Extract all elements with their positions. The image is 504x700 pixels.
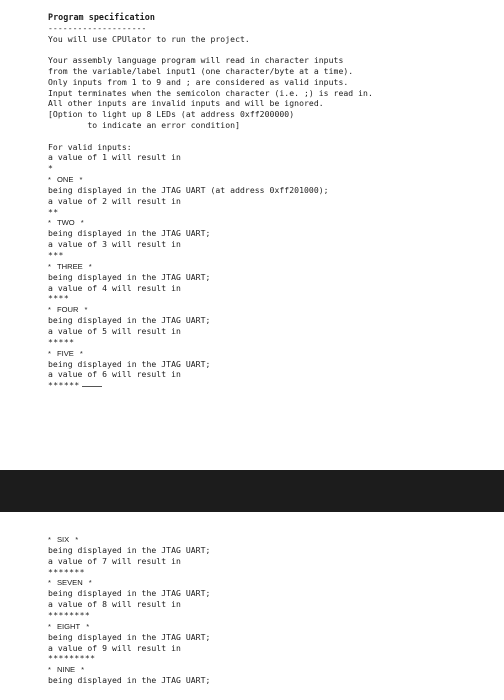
value-line: a value of 2 will result in xyxy=(48,195,181,206)
output-word: * FOUR * xyxy=(48,305,88,315)
specification-text-continued xyxy=(48,534,488,686)
stars-line xyxy=(48,380,488,391)
value-line: a value of 7 will result in xyxy=(48,555,181,566)
output-word: * NINE * xyxy=(48,665,85,675)
output-word: * EIGHT * xyxy=(48,621,90,631)
output-word-text: ONE xyxy=(56,174,74,184)
stars-text: ****** xyxy=(48,380,80,391)
document-page-2 xyxy=(0,512,504,700)
display-line: being displayed in the JTAG UART (at address 0xff201000); xyxy=(48,184,329,195)
output-word-text: SIX xyxy=(56,535,70,544)
stars-line: ******* xyxy=(48,566,85,577)
output-word-text: TWO xyxy=(56,218,75,228)
display-line: being displayed in the JTAG UART; xyxy=(48,228,211,239)
output-word: * FIVE * xyxy=(48,348,83,358)
intro-line: You will use CPUlator to run the project. xyxy=(48,33,250,44)
display-line: being displayed in the JTAG UART; xyxy=(48,358,211,369)
output-word-text: THREE xyxy=(56,261,83,271)
output-word: * SEVEN * xyxy=(48,578,92,588)
stars-line: ******** xyxy=(48,609,91,620)
title-rule: -------------------- xyxy=(48,22,147,33)
value-line: a value of 3 will result in xyxy=(48,239,181,250)
value-line: a value of 6 will result in xyxy=(48,369,181,380)
description-line: Your assembly language program will read in character inputs xyxy=(48,55,344,66)
output-word: * SIX * xyxy=(48,535,79,544)
display-line: being displayed in the JTAG UART; xyxy=(48,588,211,599)
description-line: [Option to light up 8 LEDs (at address 0xff200000) xyxy=(48,109,295,120)
output-word: * ONE * xyxy=(48,174,83,184)
output-word-text: NINE xyxy=(56,665,76,675)
description-line: to indicate an error condition] xyxy=(48,119,240,130)
description-line: from the variable/label input1 (one character/byte at a time). xyxy=(48,65,354,76)
display-line: being displayed in the JTAG UART; xyxy=(48,271,211,282)
description-line: All other inputs are invalid inputs and will be ignored. xyxy=(48,98,324,109)
valid-inputs-heading: For valid inputs: xyxy=(48,141,132,152)
description-line: Only inputs from 1 to 9 and ; are considered as valid inputs. xyxy=(48,76,349,87)
display-line: being displayed in the JTAG UART; xyxy=(48,545,211,555)
display-line: being displayed in the JTAG UART; xyxy=(48,675,211,686)
stars-line: **** xyxy=(48,293,70,304)
value-line: a value of 5 will result in xyxy=(48,325,181,336)
value-line: a value of 1 will result in xyxy=(48,152,181,163)
value-line: a value of 9 will result in xyxy=(48,642,181,653)
stars-line: *** xyxy=(48,249,64,260)
output-word-text: FOUR xyxy=(56,305,79,315)
display-line: being displayed in the JTAG UART; xyxy=(48,315,211,326)
section-title: Program specification xyxy=(48,12,155,22)
stars-line: ** xyxy=(48,206,59,217)
stars-line: * xyxy=(48,163,54,174)
value-line: a value of 4 will result in xyxy=(48,282,181,293)
output-word-text: FIVE xyxy=(56,348,74,358)
value-line: a value of 8 will result in xyxy=(48,599,181,610)
page-divider xyxy=(0,470,504,512)
description-line: Input terminates when the semicolon character (i.e. ;) is read in. xyxy=(48,87,373,98)
description-block xyxy=(48,55,488,131)
underline-mark xyxy=(82,386,102,387)
output-word-text: SEVEN xyxy=(56,578,83,588)
display-line: being displayed in the JTAG UART; xyxy=(48,631,211,642)
output-word: * THREE * xyxy=(48,261,92,271)
stars-line: ***** xyxy=(48,336,75,347)
specification-text xyxy=(48,12,488,391)
output-word: * TWO * xyxy=(48,218,84,228)
stars-line: ********* xyxy=(48,653,96,664)
output-word-text: EIGHT xyxy=(56,621,81,631)
